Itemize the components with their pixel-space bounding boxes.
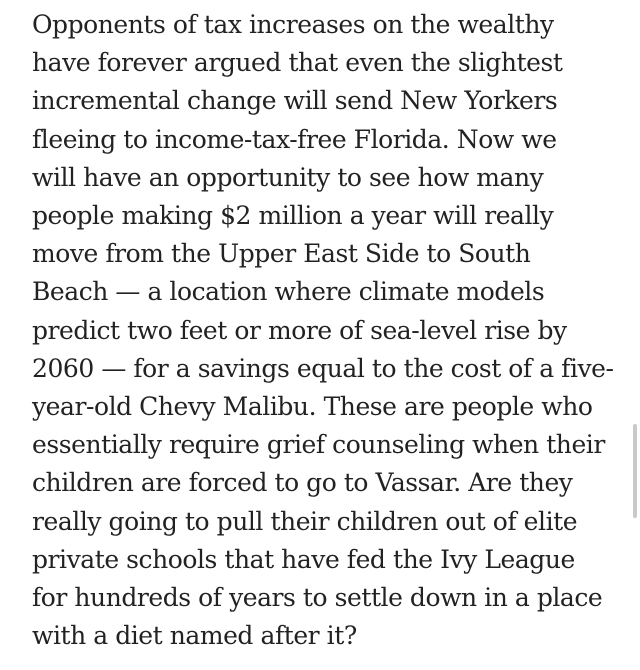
paragraph-line: predict two feet or more of sea-level rise by	[32, 315, 567, 345]
paragraph-line: fleeing to income-tax-free Florida. Now we	[32, 124, 557, 154]
paragraph-line: 2060 — for a savings equal to the cost of a five-	[32, 353, 614, 383]
paragraph-line: essentially require grief counseling when their	[32, 430, 605, 460]
paragraph-line: private schools that have fed the Ivy League	[32, 544, 575, 574]
paragraph-line: with a diet named after it?	[32, 621, 357, 651]
article-paragraph	[32, 6, 632, 655]
paragraph-line: really going to pull their children out of elite	[32, 506, 578, 536]
paragraph-line: people making $2 million a year will really	[32, 201, 554, 231]
paragraph-line: will have an opportunity to see how many	[32, 162, 544, 192]
paragraph-line: incremental change will send New Yorkers	[32, 86, 558, 116]
scrollbar-thumb[interactable]	[633, 424, 637, 518]
paragraph-line: move from the Upper East Side to South	[32, 239, 531, 269]
paragraph-line: year-old Chevy Malibu. These are people who	[32, 392, 593, 422]
paragraph-line: Beach — a location where climate models	[32, 277, 545, 307]
paragraph-line: have forever argued that even the slightest	[32, 48, 563, 78]
paragraph-line: Opponents of tax increases on the wealthy	[32, 10, 554, 39]
paragraph-line: for hundreds of years to settle down in a place	[32, 583, 603, 613]
paragraph-line: children are forced to go to Vassar. Are they	[32, 468, 573, 498]
